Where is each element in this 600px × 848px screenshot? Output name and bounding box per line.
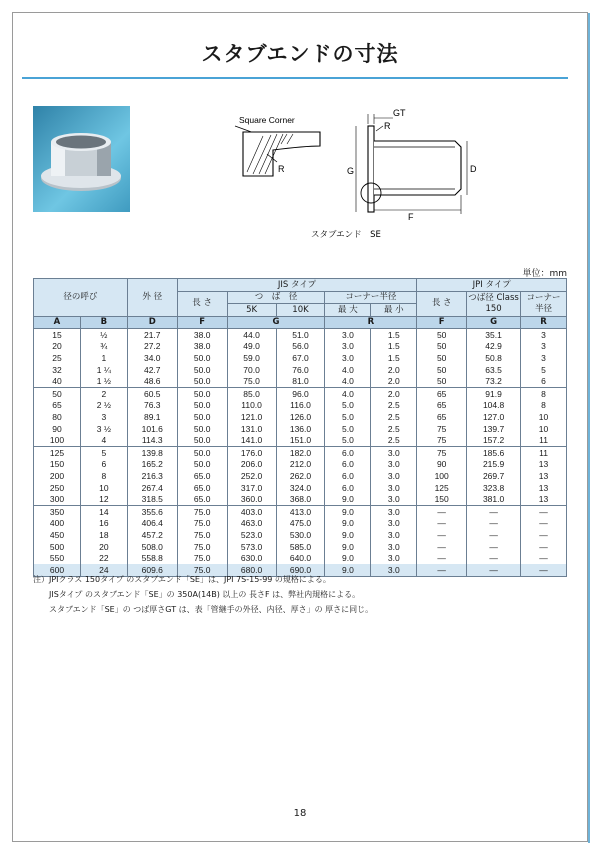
header-jis-type: JIS タイプ <box>177 279 417 292</box>
table-cell: 24 <box>80 564 127 576</box>
table-cell: — <box>467 553 521 565</box>
table-cell: 75 <box>417 423 467 435</box>
table-row <box>34 482 567 494</box>
table-cell: 81.0 <box>276 376 325 388</box>
table-cell: — <box>417 541 467 553</box>
table-cell: 96.0 <box>276 388 325 400</box>
table-row <box>34 400 567 412</box>
table-cell: 360.0 <box>227 494 276 506</box>
note-line: スタブエンド「SE」の つば厚さGT は、表「管継手の外径、内径、厚さ」の 厚さに同じ。 <box>33 605 374 614</box>
table-cell: 457.2 <box>127 529 177 541</box>
table-cell: 2 ½ <box>80 400 127 412</box>
table-cell: 150 <box>417 494 467 506</box>
table-cell: 5 <box>521 364 567 376</box>
table-cell: ½ <box>80 329 127 341</box>
table-cell: 75.0 <box>177 506 227 518</box>
table-cell: — <box>417 518 467 530</box>
table-cell: 450 <box>34 529 81 541</box>
header-jis-corner: コーナー半径 <box>325 291 417 304</box>
table-cell: 50.0 <box>177 435 227 447</box>
table-row <box>34 529 567 541</box>
table-cell: 50.0 <box>177 459 227 471</box>
table-cell: 76.3 <box>127 400 177 412</box>
table-cell: 4 <box>80 435 127 447</box>
table-cell: 6.0 <box>325 447 371 459</box>
table-cell: 114.3 <box>127 435 177 447</box>
table-cell: 9.0 <box>325 541 371 553</box>
table-cell: 269.7 <box>467 471 521 483</box>
table-cell: 63.5 <box>467 364 521 376</box>
note-line: 注）JPIクラス 150タイプ のスタブエンド「SE」は、JPI 7S-15-99 の規格による。 <box>33 575 331 584</box>
table-cell: 2.0 <box>371 364 417 376</box>
table-cell: 76.0 <box>276 364 325 376</box>
letter-b: B <box>80 316 127 329</box>
table-cell: 3 <box>521 329 567 341</box>
table-cell: 40 <box>34 376 81 388</box>
table-cell: 141.0 <box>227 435 276 447</box>
table-cell: 20 <box>80 541 127 553</box>
table-cell: 250 <box>34 482 81 494</box>
table-cell: 5.0 <box>325 423 371 435</box>
table-cell: 91.9 <box>467 388 521 400</box>
table-cell: 139.7 <box>467 423 521 435</box>
table-cell: 50.0 <box>177 423 227 435</box>
table-cell: 3.0 <box>325 353 371 365</box>
label-gt: GT <box>393 108 406 118</box>
table-cell: 75 <box>417 447 467 459</box>
header-jpi-flare: つば径 Class 150 <box>467 291 521 316</box>
table-cell: 34.0 <box>127 353 177 365</box>
header-jpi-length: 長 さ <box>417 291 467 316</box>
table-row <box>34 412 567 424</box>
table-cell: 13 <box>521 482 567 494</box>
table-cell: 350 <box>34 506 81 518</box>
table-row <box>34 435 567 447</box>
label-r-small: R <box>278 164 285 174</box>
letter-d: D <box>127 316 177 329</box>
table-cell: 42.9 <box>467 341 521 353</box>
header-min: 最 小 <box>371 304 417 317</box>
table-cell: 73.2 <box>467 376 521 388</box>
table-cell: 50 <box>417 329 467 341</box>
table-cell: — <box>467 564 521 576</box>
table-cell: 323.8 <box>467 482 521 494</box>
table-cell: 3.0 <box>371 471 417 483</box>
table-row <box>34 459 567 471</box>
table-cell: 50 <box>417 376 467 388</box>
table-cell: 200 <box>34 471 81 483</box>
table-row <box>34 494 567 506</box>
table-cell: 89.1 <box>127 412 177 424</box>
table-cell: 13 <box>521 494 567 506</box>
table-cell: 2.5 <box>371 412 417 424</box>
table-cell: 500 <box>34 541 81 553</box>
table-cell: 65.0 <box>177 471 227 483</box>
table-cell: 50 <box>417 364 467 376</box>
table-cell: 2.5 <box>371 400 417 412</box>
letter-jpi-g: G <box>467 316 521 329</box>
table-cell: 3.0 <box>371 447 417 459</box>
table-cell: 50.0 <box>177 353 227 365</box>
table-row <box>34 518 567 530</box>
table-cell: 50.0 <box>177 400 227 412</box>
table-cell: 49.0 <box>227 341 276 353</box>
table-cell: 10 <box>521 412 567 424</box>
table-row <box>34 541 567 553</box>
table-cell: — <box>467 518 521 530</box>
table-cell: 75 <box>417 435 467 447</box>
table-cell: 65.0 <box>177 494 227 506</box>
table-cell: 8 <box>80 471 127 483</box>
table-cell: 75.0 <box>177 518 227 530</box>
table-cell: 6.0 <box>325 459 371 471</box>
table-cell: 38.0 <box>177 329 227 341</box>
table-cell: 252.0 <box>227 471 276 483</box>
table-cell: 300 <box>34 494 81 506</box>
table-cell: 4.0 <box>325 376 371 388</box>
table-cell: 75.0 <box>227 376 276 388</box>
table-cell: — <box>521 529 567 541</box>
table-cell: 216.3 <box>127 471 177 483</box>
table-row <box>34 353 567 365</box>
table-cell: 125 <box>34 447 81 459</box>
table-cell: 75.0 <box>177 564 227 576</box>
table-cell: 3 <box>521 353 567 365</box>
table-cell: 317.0 <box>227 482 276 494</box>
table-cell: 13 <box>521 471 567 483</box>
table-cell: 530.0 <box>276 529 325 541</box>
table-cell: 100 <box>417 471 467 483</box>
table-cell: 185.6 <box>467 447 521 459</box>
table-cell: 131.0 <box>227 423 276 435</box>
table-cell: 475.0 <box>276 518 325 530</box>
table-cell: 9.0 <box>325 518 371 530</box>
table-cell: 13 <box>521 459 567 471</box>
table-row <box>34 553 567 565</box>
table-cell: — <box>417 564 467 576</box>
letter-a: A <box>34 316 81 329</box>
page-side-rule <box>588 13 590 843</box>
table-cell: 1 <box>80 353 127 365</box>
table-cell: 381.0 <box>467 494 521 506</box>
table-cell: 403.0 <box>227 506 276 518</box>
table-cell: 9.0 <box>325 564 371 576</box>
label-r: R <box>384 121 391 131</box>
table-cell: 4.0 <box>325 364 371 376</box>
table-row <box>34 376 567 388</box>
dimension-table <box>33 278 567 577</box>
table-cell: 1.5 <box>371 353 417 365</box>
table-cell: 3.0 <box>325 341 371 353</box>
table-cell: 110.0 <box>227 400 276 412</box>
table-cell: — <box>417 529 467 541</box>
note-line: JISタイプ のスタブエンド「SE」の 350A(14B) 以上の 長さF は、弊社内規格による。 <box>33 590 361 599</box>
header-jpi-type: JPI タイプ <box>417 279 567 292</box>
table-cell: 20 <box>34 341 81 353</box>
label-square-corner: Square Corner <box>239 115 295 125</box>
table-cell: 50 <box>34 388 81 400</box>
table-cell: 126.0 <box>276 412 325 424</box>
table-cell: 6 <box>80 459 127 471</box>
notes <box>33 572 373 617</box>
table-cell: 400 <box>34 518 81 530</box>
table-cell: 10 <box>521 423 567 435</box>
table-row <box>34 364 567 376</box>
table-cell: ¾ <box>80 341 127 353</box>
table-cell: 573.0 <box>227 541 276 553</box>
table-cell: 25 <box>34 353 81 365</box>
table-cell: 4.0 <box>325 388 371 400</box>
table-cell: 2 <box>80 388 127 400</box>
table-cell: — <box>521 518 567 530</box>
table-cell: 65 <box>417 388 467 400</box>
table-cell: 9.0 <box>325 553 371 565</box>
table-cell: 1 ¼ <box>80 364 127 376</box>
table-cell: 116.0 <box>276 400 325 412</box>
header-jis-flare: つ ば 径 <box>227 291 325 304</box>
table-cell: 6.0 <box>325 471 371 483</box>
table-cell: 70.0 <box>227 364 276 376</box>
table-cell: 150 <box>34 459 81 471</box>
table-cell: 127.0 <box>467 412 521 424</box>
table-cell: 75.0 <box>177 541 227 553</box>
table-cell: 157.2 <box>467 435 521 447</box>
table-cell: 65 <box>34 400 81 412</box>
table-cell: 3.0 <box>325 329 371 341</box>
table-cell: 9.0 <box>325 506 371 518</box>
table-cell: 212.0 <box>276 459 325 471</box>
table-row <box>34 423 567 435</box>
table-cell: 3.0 <box>371 553 417 565</box>
table-cell: 324.0 <box>276 482 325 494</box>
table-cell: 60.5 <box>127 388 177 400</box>
table-cell: — <box>467 529 521 541</box>
table-cell: — <box>521 541 567 553</box>
table-cell: 85.0 <box>227 388 276 400</box>
table-cell: — <box>467 506 521 518</box>
table-cell: 182.0 <box>276 447 325 459</box>
table-row <box>34 506 567 518</box>
table-cell: 14 <box>80 506 127 518</box>
header-outer-diameter: 外 径 <box>127 279 177 317</box>
table-cell: 165.2 <box>127 459 177 471</box>
table-cell: 3 ½ <box>80 423 127 435</box>
table-cell: 5.0 <box>325 435 371 447</box>
table-cell: 406.4 <box>127 518 177 530</box>
table-cell: 206.0 <box>227 459 276 471</box>
table-cell: 90 <box>34 423 81 435</box>
table-cell: 318.5 <box>127 494 177 506</box>
table-cell: 139.8 <box>127 447 177 459</box>
header-5k: 5K <box>227 304 276 317</box>
table-cell: 104.8 <box>467 400 521 412</box>
table-cell: 75.0 <box>177 553 227 565</box>
table-cell: 3.0 <box>371 518 417 530</box>
table-cell: 35.1 <box>467 329 521 341</box>
table-cell: 16 <box>80 518 127 530</box>
header-jis-length: 長 さ <box>177 291 227 316</box>
table-cell: 5.0 <box>325 400 371 412</box>
table-cell: 50.0 <box>177 447 227 459</box>
table-cell: — <box>417 506 467 518</box>
table-cell: 75.0 <box>177 529 227 541</box>
table-cell: 12 <box>80 494 127 506</box>
letter-f: F <box>177 316 227 329</box>
letter-jpi-r: R <box>521 316 567 329</box>
table-cell: 125 <box>417 482 467 494</box>
table-cell: 585.0 <box>276 541 325 553</box>
table-cell: 56.0 <box>276 341 325 353</box>
table-cell: 48.6 <box>127 376 177 388</box>
letter-r: R <box>325 316 417 329</box>
table-cell: 558.8 <box>127 553 177 565</box>
table-cell: 262.0 <box>276 471 325 483</box>
table-cell: 630.0 <box>227 553 276 565</box>
stub-end-photo-drawing <box>33 106 130 212</box>
table-body <box>34 329 567 576</box>
table-cell: — <box>521 553 567 565</box>
table-cell: 100 <box>34 435 81 447</box>
table-cell: 11 <box>521 447 567 459</box>
label-g: G <box>347 166 355 176</box>
table-row <box>34 471 567 483</box>
table-cell: 680.0 <box>227 564 276 576</box>
table-cell: 38.0 <box>177 341 227 353</box>
table-cell: 136.0 <box>276 423 325 435</box>
table-cell: 65 <box>417 412 467 424</box>
header-jpi-corner: コーナー 半径 <box>521 291 567 316</box>
table-cell: 267.4 <box>127 482 177 494</box>
table-cell: 215.9 <box>467 459 521 471</box>
table-cell: 50 <box>417 353 467 365</box>
stub-end-diagram <box>225 104 525 244</box>
table-cell: 1.5 <box>371 329 417 341</box>
header-max: 最 大 <box>325 304 371 317</box>
table-cell: 8 <box>521 400 567 412</box>
table-cell: 21.7 <box>127 329 177 341</box>
table-cell: 3.0 <box>371 494 417 506</box>
label-f: F <box>408 212 414 222</box>
table-cell: 18 <box>80 529 127 541</box>
table-cell: 550 <box>34 553 81 565</box>
table-cell: 15 <box>34 329 81 341</box>
table-cell: 9.0 <box>325 494 371 506</box>
table-cell: 2.5 <box>371 423 417 435</box>
table-cell: 6.0 <box>325 482 371 494</box>
table-row <box>34 447 567 459</box>
table-cell: 3.0 <box>371 506 417 518</box>
table-cell: 44.0 <box>227 329 276 341</box>
table-cell: 523.0 <box>227 529 276 541</box>
table-cell: 50.0 <box>177 376 227 388</box>
table-cell: 101.6 <box>127 423 177 435</box>
header-nominal-size: 径の呼び <box>34 279 128 317</box>
table-cell: 5.0 <box>325 412 371 424</box>
label-d: D <box>470 164 477 174</box>
table-cell: 50.0 <box>177 364 227 376</box>
table-cell: 8 <box>521 388 567 400</box>
table-cell: 176.0 <box>227 447 276 459</box>
table-cell: — <box>521 506 567 518</box>
table-row <box>34 329 567 341</box>
table-cell: 11 <box>521 435 567 447</box>
table-cell: 50.0 <box>177 388 227 400</box>
table-cell: 3.0 <box>371 541 417 553</box>
table-cell: 65 <box>417 400 467 412</box>
table-cell: 1.5 <box>371 341 417 353</box>
table-cell: 609.6 <box>127 564 177 576</box>
table-row <box>34 388 567 400</box>
table-cell: 50.8 <box>467 353 521 365</box>
table-cell: 2.0 <box>371 376 417 388</box>
table-cell: 6 <box>521 376 567 388</box>
table-cell: 413.0 <box>276 506 325 518</box>
table-cell: 121.0 <box>227 412 276 424</box>
table-cell: 59.0 <box>227 353 276 365</box>
table-cell: 3 <box>521 341 567 353</box>
table-cell: 2.0 <box>371 388 417 400</box>
stub-end-photo <box>33 106 130 212</box>
table-cell: 42.7 <box>127 364 177 376</box>
table-cell: 27.2 <box>127 341 177 353</box>
unit-label: 単位：mm <box>522 269 567 279</box>
table-cell: 690.0 <box>276 564 325 576</box>
table-cell: 3.0 <box>371 459 417 471</box>
page-number: 18 <box>293 808 307 819</box>
table-cell: 463.0 <box>227 518 276 530</box>
table-cell: 32 <box>34 364 81 376</box>
table-cell: 67.0 <box>276 353 325 365</box>
table-row <box>34 341 567 353</box>
table-cell: 1 ½ <box>80 376 127 388</box>
header-10k: 10K <box>276 304 325 317</box>
table-cell: 2.5 <box>371 435 417 447</box>
table-cell: 3.0 <box>371 482 417 494</box>
table-cell: 5 <box>80 447 127 459</box>
table-cell: 368.0 <box>276 494 325 506</box>
diagram-caption: スタブエンド SE <box>311 230 381 240</box>
table-cell: 151.0 <box>276 435 325 447</box>
table-cell: 10 <box>80 482 127 494</box>
table-cell: 51.0 <box>276 329 325 341</box>
letter-jpi-f: F <box>417 316 467 329</box>
table-cell: 90 <box>417 459 467 471</box>
table-cell: 50.0 <box>177 412 227 424</box>
table-cell: — <box>417 553 467 565</box>
page-title: スタブエンドの寸法 <box>201 42 399 66</box>
table-cell: 600 <box>34 564 81 576</box>
title-underline <box>22 77 568 79</box>
table-cell: 3.0 <box>371 564 417 576</box>
table-cell: 355.6 <box>127 506 177 518</box>
table-cell: — <box>467 541 521 553</box>
table-cell: 80 <box>34 412 81 424</box>
table-cell: — <box>521 564 567 576</box>
table-cell: 65.0 <box>177 482 227 494</box>
table-cell: 9.0 <box>325 529 371 541</box>
table-cell: 22 <box>80 553 127 565</box>
table-cell: 3.0 <box>371 529 417 541</box>
table-cell: 50 <box>417 341 467 353</box>
table-cell: 3 <box>80 412 127 424</box>
table-cell: 640.0 <box>276 553 325 565</box>
letter-g: G <box>227 316 325 329</box>
table-cell: 508.0 <box>127 541 177 553</box>
